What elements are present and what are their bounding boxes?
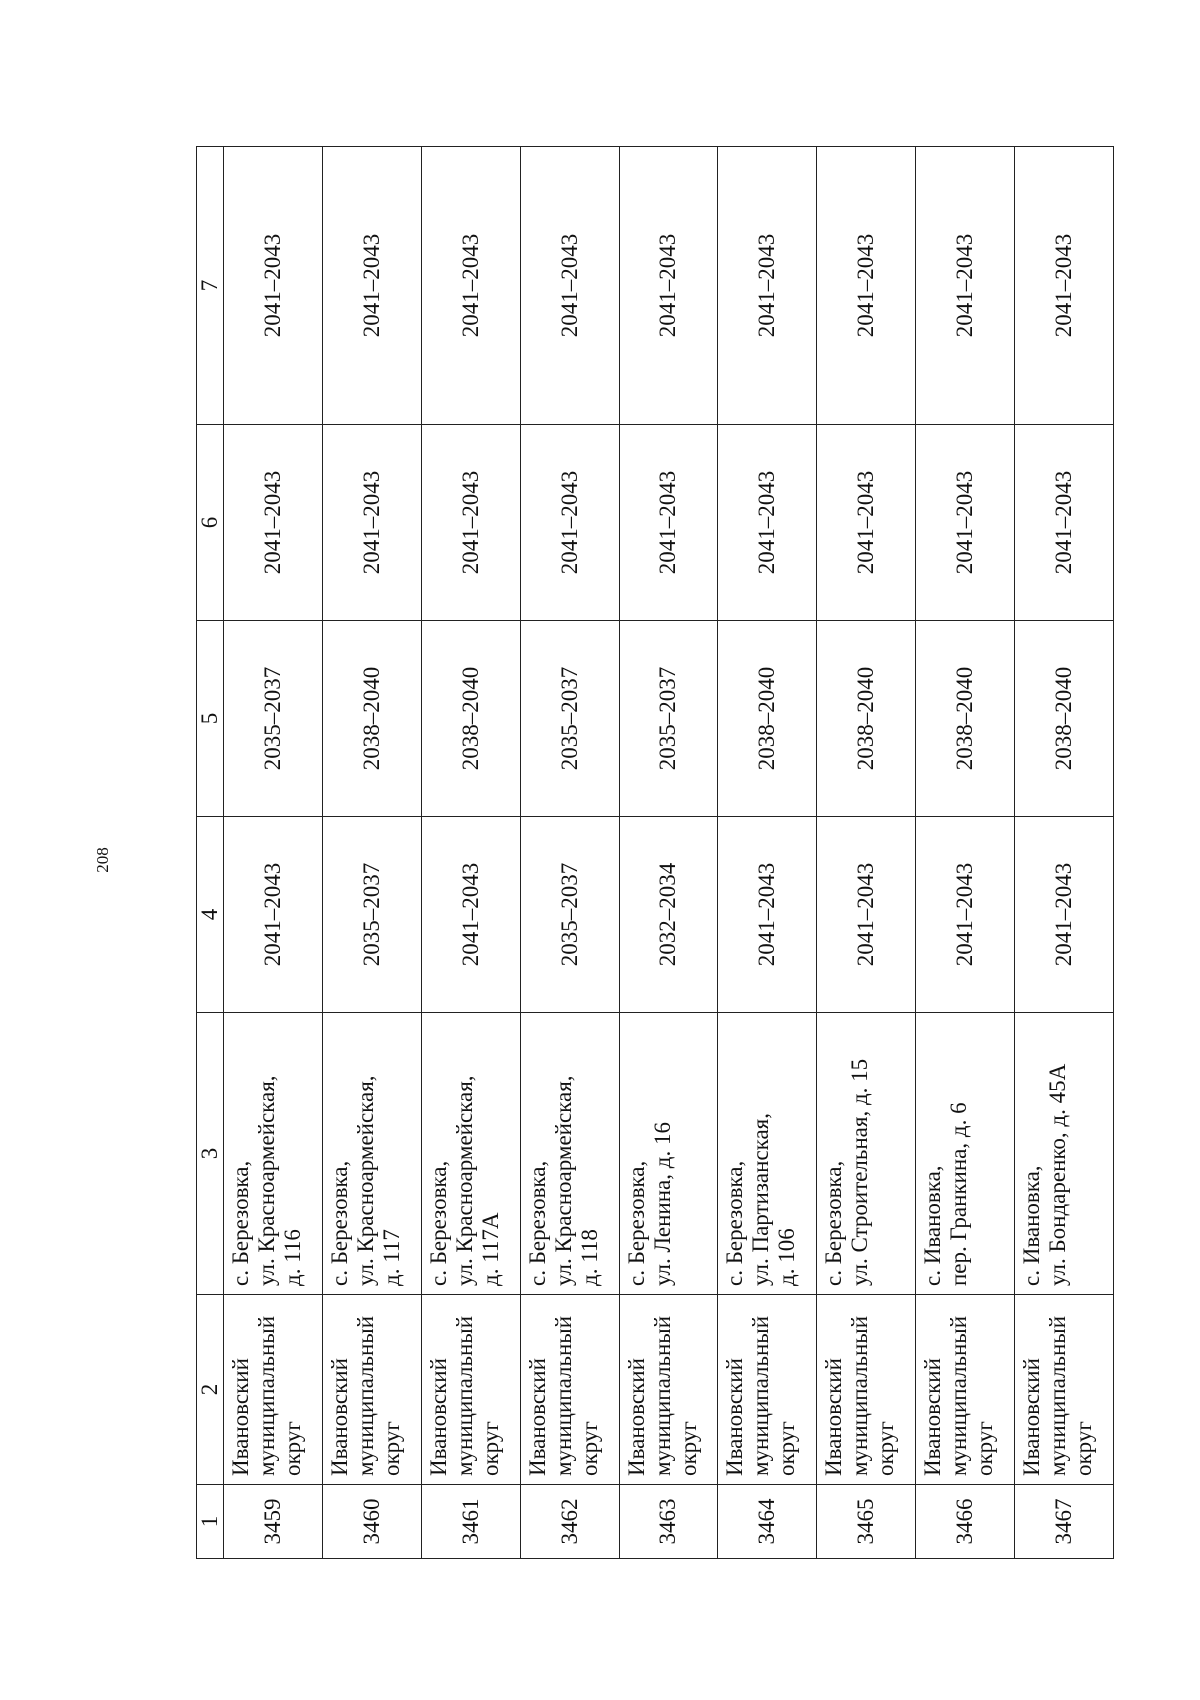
period-cell-4: 2041–2043 (916, 817, 1015, 1013)
district-cell: Ивановский муниципальный округ (1015, 1295, 1114, 1485)
address-line: ул. Партизанская, (748, 1112, 774, 1286)
district-cell: Ивановский муниципальный округ (817, 1295, 916, 1485)
address-line: с. Березовка, (326, 1160, 352, 1286)
period-cell-4: 2032–2034 (619, 817, 718, 1013)
period-cell-4: 2041–2043 (421, 817, 520, 1013)
header-cell: 1 (197, 1485, 224, 1559)
header-cell: 4 (197, 817, 224, 1013)
rotated-table-container (196, 147, 1114, 1559)
period-cell-7: 2041–2043 (224, 147, 323, 425)
header-row (197, 147, 224, 1559)
table-row (916, 147, 1015, 1559)
address-cell (1015, 1013, 1114, 1295)
table-row (718, 147, 817, 1559)
period-cell-5: 2038–2040 (421, 621, 520, 817)
period-cell-6: 2041–2043 (1015, 425, 1114, 621)
row-number-cell: 3461 (421, 1485, 520, 1559)
address-cell (817, 1013, 916, 1295)
row-number-cell: 3460 (322, 1485, 421, 1559)
header-cell: 5 (197, 621, 224, 817)
address-line: ул. Красноармейская, (451, 1075, 477, 1286)
address-line: с. Березовка, (623, 1160, 649, 1286)
table-row (421, 147, 520, 1559)
period-cell-7: 2041–2043 (1015, 147, 1114, 425)
district-cell: Ивановский муниципальный округ (322, 1295, 421, 1485)
district-cell: Ивановский муниципальный округ (718, 1295, 817, 1485)
address-cell (520, 1013, 619, 1295)
address-cell (421, 1013, 520, 1295)
period-cell-4: 2041–2043 (224, 817, 323, 1013)
district-cell: Ивановский муниципальный округ (619, 1295, 718, 1485)
period-cell-4: 2041–2043 (718, 817, 817, 1013)
address-cell (718, 1013, 817, 1295)
row-number-cell: 3466 (916, 1485, 1015, 1559)
period-cell-4: 2035–2037 (322, 817, 421, 1013)
page-number: 208 (92, 847, 112, 873)
table-row (619, 147, 718, 1559)
address-line: с. Ивановка, (1019, 1165, 1044, 1286)
period-cell-6: 2041–2043 (718, 425, 817, 621)
header-cell: 2 (197, 1295, 224, 1485)
period-cell-4: 2041–2043 (817, 817, 916, 1013)
period-cell-6: 2041–2043 (817, 425, 916, 621)
row-number-cell: 3465 (817, 1485, 916, 1559)
district-cell: Ивановский муниципальный округ (916, 1295, 1015, 1485)
period-cell-6: 2041–2043 (224, 425, 323, 621)
period-cell-6: 2041–2043 (520, 425, 619, 621)
period-cell-5: 2038–2040 (916, 621, 1015, 817)
period-cell-7: 2041–2043 (322, 147, 421, 425)
row-number-cell: 3467 (1015, 1485, 1114, 1559)
period-cell-6: 2041–2043 (421, 425, 520, 621)
row-number-cell: 3459 (224, 1485, 323, 1559)
address-line: с. Ивановка, (920, 1165, 946, 1286)
period-cell-5: 2038–2040 (322, 621, 421, 817)
row-number-cell: 3462 (520, 1485, 619, 1559)
address-line: ул. Красноармейская, (254, 1075, 279, 1286)
period-cell-7: 2041–2043 (817, 147, 916, 425)
period-cell-6: 2041–2043 (619, 425, 718, 621)
address-line: ул. Строительная, д. 15 (847, 1058, 873, 1286)
data-table (196, 146, 1114, 1559)
period-cell-5: 2035–2037 (619, 621, 718, 817)
address-line: ул. Красноармейская, (352, 1075, 378, 1286)
period-cell-7: 2041–2043 (718, 147, 817, 425)
address-line: д. 118 (576, 1229, 602, 1286)
district-cell: Ивановский муниципальный округ (224, 1295, 323, 1485)
address-line: с. Березовка, (524, 1160, 550, 1286)
address-line: пер. Гранкина, д. 6 (946, 1102, 972, 1286)
address-cell (322, 1013, 421, 1295)
address-line: с. Березовка, (821, 1160, 847, 1286)
period-cell-5: 2038–2040 (718, 621, 817, 817)
table-row (520, 147, 619, 1559)
period-cell-7: 2041–2043 (619, 147, 718, 425)
address-line: с. Березовка, (425, 1160, 451, 1286)
address-cell (619, 1013, 718, 1295)
address-line: ул. Красноармейская, (550, 1075, 576, 1286)
address-line: ул. Ленина, д. 16 (649, 1122, 675, 1286)
period-cell-5: 2038–2040 (1015, 621, 1114, 817)
table-row (224, 147, 323, 1559)
address-cell (224, 1013, 323, 1295)
table-row (322, 147, 421, 1559)
address-line: д. 116 (280, 1229, 305, 1286)
table-row (817, 147, 916, 1559)
period-cell-6: 2041–2043 (322, 425, 421, 621)
address-line: с. Березовка, (722, 1160, 748, 1286)
period-cell-5: 2035–2037 (224, 621, 323, 817)
address-line: д. 117А (477, 1212, 503, 1286)
period-cell-4: 2041–2043 (1015, 817, 1114, 1013)
address-line: с. Березовка, (228, 1160, 253, 1286)
period-cell-5: 2035–2037 (520, 621, 619, 817)
row-number-cell: 3464 (718, 1485, 817, 1559)
district-cell: Ивановский муниципальный округ (520, 1295, 619, 1485)
header-cell: 7 (197, 147, 224, 425)
address-line: ул. Бондаренко, д. 45А (1045, 1063, 1070, 1286)
district-cell: Ивановский муниципальный округ (421, 1295, 520, 1485)
table-row (1015, 147, 1114, 1559)
period-cell-7: 2041–2043 (916, 147, 1015, 425)
period-cell-4: 2035–2037 (520, 817, 619, 1013)
address-line: д. 106 (774, 1228, 800, 1286)
period-cell-7: 2041–2043 (520, 147, 619, 425)
table-body (224, 147, 1114, 1559)
address-line: д. 117 (378, 1229, 404, 1286)
address-cell (916, 1013, 1015, 1295)
header-cell: 6 (197, 425, 224, 621)
row-number-cell: 3463 (619, 1485, 718, 1559)
header-cell: 3 (197, 1013, 224, 1295)
period-cell-6: 2041–2043 (916, 425, 1015, 621)
period-cell-5: 2038–2040 (817, 621, 916, 817)
period-cell-7: 2041–2043 (421, 147, 520, 425)
